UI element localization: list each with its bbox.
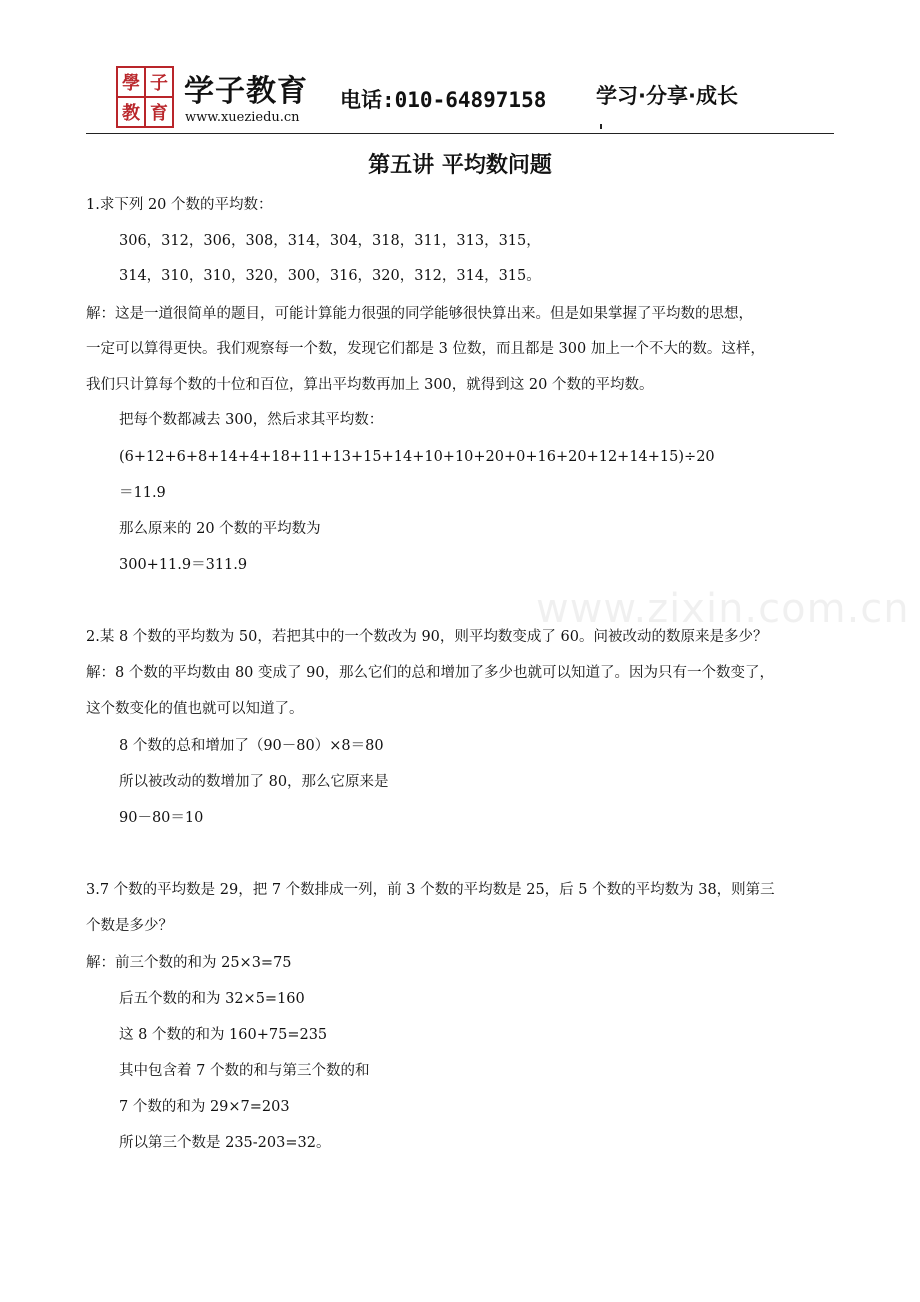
solution-text: 这个数变化的值也就可以知道了。 (86, 701, 304, 717)
formula-line: 8 个数的总和增加了（90－80）×8＝80 (119, 738, 384, 754)
logo (116, 66, 174, 128)
formula-line: (6+12+6+8+14+4+18+11+13+15+14+10+10+20+0+16+20+12+14+15)÷20 (119, 449, 715, 465)
formula-line: 90－80＝10 (119, 810, 204, 826)
logo-char: 子 (146, 68, 172, 96)
text-line: 那么原来的 20 个数的平均数为 (119, 521, 321, 537)
brand-url: www.xueziedu.cn (185, 110, 300, 125)
header-divider (86, 133, 834, 134)
formula-line: 7 个数的和为 29×7=203 (119, 1099, 290, 1115)
page-title: 第五讲 平均数问题 (368, 153, 552, 178)
problem-3-question: 3.7 个数的平均数是 29，把 7 个数排成一列，前 3 个数的平均数是 25，后 5 个数的平均数为 38，则第三 (86, 882, 775, 898)
formula-line: 300+11.9＝311.9 (119, 557, 248, 573)
solution-text: 解：前三个数的和为 25×3=75 (86, 955, 292, 971)
solution-text: 解：8 个数的平均数由 80 变成了 90，那么它们的总和增加了多少也就可以知道了。因为只有一个数变了， (86, 665, 775, 681)
problem-1-question: 1.求下列 20 个数的平均数： (86, 197, 273, 213)
formula-line: 后五个数的和为 32×5=160 (119, 991, 305, 1007)
phone-number: 电话:010-64897158 (340, 88, 547, 112)
logo-char: 學 (118, 68, 144, 96)
solution-text: 我们只计算每个数的十位和百位，算出平均数再加上 300，就得到这 20 个数的平均数。 (86, 377, 654, 393)
brand-name: 学子教育 (184, 74, 308, 109)
logo-char: 教 (118, 98, 144, 126)
problem-2-question: 2.某 8 个数的平均数为 50，若把其中的一个数改为 90，则平均数变成了 60。问被改动的数原来是多少？ (86, 629, 768, 645)
slogan: 学习·分享·成长 (596, 84, 738, 108)
text-line: 其中包含着 7 个数的和与第三个数的和 (119, 1063, 370, 1079)
logo-char: 育 (146, 98, 172, 126)
solution-text: 解：这是一道很简单的题目，可能计算能力很强的同学能够很快算出来。但是如果掌握了平均数的思想， (86, 306, 753, 322)
text-line: 把每个数都减去 300，然后求其平均数： (119, 412, 384, 428)
text-line: 306，312，306，308，314，304，318，311，313，315， (119, 233, 541, 249)
formula-line: 所以第三个数是 235-203=32。 (119, 1135, 331, 1151)
formula-line: 这 8 个数的和为 160+75=235 (119, 1027, 328, 1043)
watermark: www.zixin.com.cn (536, 586, 910, 632)
formula-line: ＝11.9 (119, 485, 166, 501)
text-line: 314，310，310，320，300，316，320，312，314，315。 (119, 268, 541, 284)
problem-3-question: 个数是多少？ (86, 918, 173, 934)
header-dot (600, 124, 602, 129)
text-line: 所以被改动的数增加了 80，那么它原来是 (119, 774, 389, 790)
solution-text: 一定可以算得更快。我们观察每一个数，发现它们都是 3 位数，而且都是 300 加上一个不大的数。这样， (86, 341, 765, 357)
